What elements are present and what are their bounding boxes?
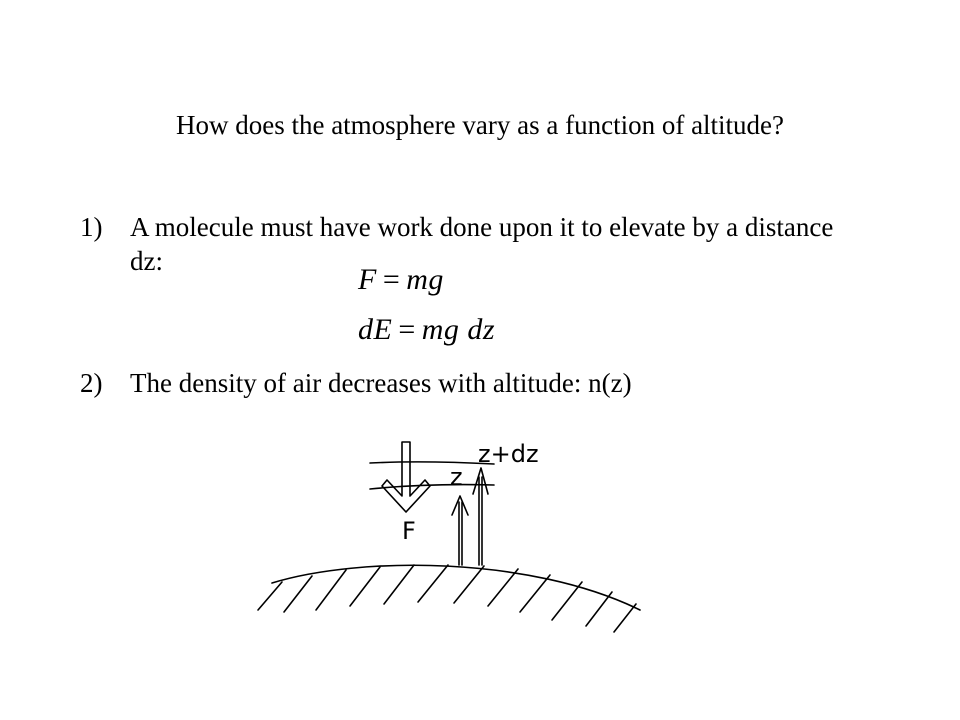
- item-1-number: 1): [80, 212, 103, 242]
- equation-force-op: =: [382, 263, 401, 296]
- altitude-arrow-zdz: [473, 468, 488, 565]
- equation-force-lhs: F: [358, 263, 377, 296]
- earth-surface: [272, 565, 640, 610]
- altitude-arrow-z: [452, 496, 468, 565]
- equation-energy-rhs: mg dz: [421, 313, 496, 346]
- item-1-text: A molecule must have work done upon it to elevate by a distance dz:: [130, 212, 834, 276]
- label-force: F: [402, 517, 416, 545]
- label-z: z: [450, 463, 463, 491]
- force-arrow: [382, 442, 430, 512]
- item-2-text: The density of air decreases with altitude: n(z): [130, 368, 632, 398]
- equation-energy-op: =: [398, 313, 416, 346]
- label-z-plus-dz: z+dz: [478, 440, 539, 468]
- layer-top-line: [370, 462, 494, 464]
- equation-force-rhs: mg: [406, 263, 444, 296]
- item-2-number: 2): [80, 368, 103, 398]
- ground-hatching: [258, 565, 636, 632]
- equation-energy-lhs: dE: [358, 313, 393, 346]
- slide-title: How does the atmosphere vary as a function of altitude?: [175, 110, 785, 140]
